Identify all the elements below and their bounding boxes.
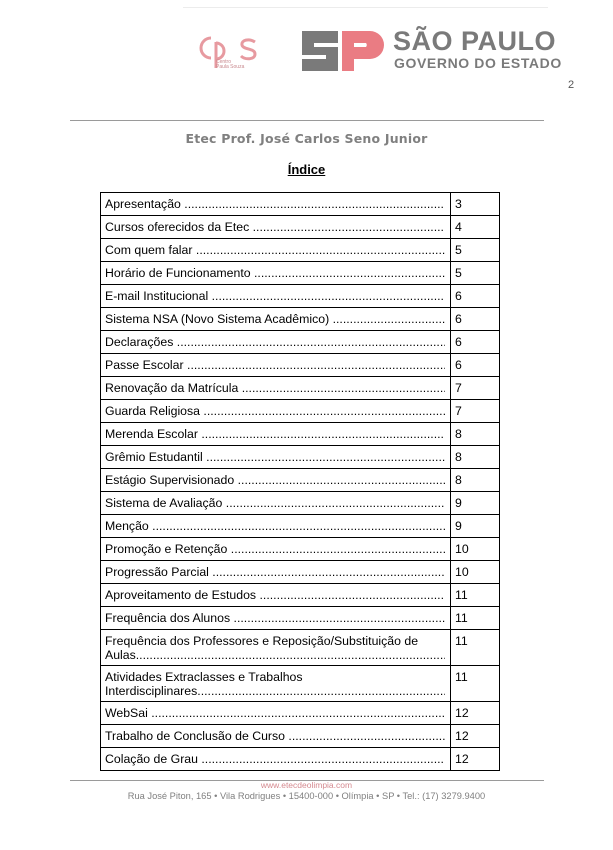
toc-row[interactable]: [101, 193, 500, 216]
toc-entry-label: Declarações .....: [105, 335, 445, 349]
toc-entry-cell: [101, 492, 451, 515]
toc-table: [100, 192, 500, 771]
toc-row[interactable]: [101, 216, 500, 239]
toc-entry-cell: [101, 702, 451, 725]
toc-entry-cell: [101, 262, 451, 285]
toc-row[interactable]: [101, 377, 500, 400]
footer-address: Rua José Piton, 165 • Vila Rodrigues • 15400-000 • Olímpia • SP • Tel.: (17) 3279.9400: [127, 791, 486, 801]
toc-page-number: 10: [451, 561, 500, 584]
sp-logo-line1: SÃO PAULO: [393, 26, 557, 56]
toc-row[interactable]: [101, 354, 500, 377]
toc-entry-cell: [101, 216, 451, 239]
toc-entry-label: Colação de Grau .....: [105, 752, 445, 766]
toc-entry-label: Renovação da Matrícula .....: [105, 381, 445, 395]
toc-row[interactable]: [101, 308, 500, 331]
toc-row[interactable]: [101, 561, 500, 584]
toc-row[interactable]: [101, 584, 500, 607]
toc-entry-cell: [101, 423, 451, 446]
toc-entry-cell: [101, 666, 451, 702]
sp-logo-text: [393, 27, 562, 71]
toc-entry-cell: [101, 377, 451, 400]
toc-entry-cell: [101, 748, 451, 771]
toc-page-number: 9: [451, 492, 500, 515]
toc-entry-label: Frequência dos Alunos .....: [105, 611, 445, 625]
toc-page-number: 3: [451, 193, 500, 216]
toc-body: [101, 193, 500, 771]
toc-row[interactable]: [101, 331, 500, 354]
cps-logo: [197, 30, 261, 74]
toc-entry-label-line2: Interdisciplinares .....: [105, 684, 445, 698]
toc-entry-cell: [101, 308, 451, 331]
toc-entry-label: Sistema de Avaliação .....: [105, 496, 445, 510]
toc-page-number: 8: [451, 446, 500, 469]
toc-entry-label: Estágio Supervisionado .....: [105, 473, 445, 487]
toc-entry-label: Menção .....: [105, 519, 445, 533]
toc-entry-label: E-mail Institucional .....: [105, 289, 445, 303]
sp-logo-line2: GOVERNO DO ESTADO: [394, 55, 562, 71]
toc-entry-cell: [101, 561, 451, 584]
toc-entry-cell: [101, 630, 451, 666]
toc-entry-cell: [101, 331, 451, 354]
toc-entry-label: Progressão Parcial .....: [105, 565, 445, 579]
toc-entry-cell: [101, 607, 451, 630]
page-number: 2: [568, 79, 575, 91]
toc-entry-label: Grêmio Estudantil .....: [105, 450, 445, 464]
toc-page-number: 6: [451, 308, 500, 331]
toc-row[interactable]: [101, 239, 500, 262]
toc-page-number: 11: [451, 584, 500, 607]
toc-page-number: 12: [451, 748, 500, 771]
toc-page-number: 6: [451, 285, 500, 308]
toc-entry-label: WebSai .....: [105, 706, 445, 720]
toc-entry-cell: [101, 354, 451, 377]
footer-url[interactable]: www.etecdeolimpia.com: [260, 780, 353, 790]
toc-row[interactable]: [101, 515, 500, 538]
toc-entry-cell: [101, 515, 451, 538]
toc-page-number: 6: [451, 354, 500, 377]
toc-entry-cell: [101, 725, 451, 748]
toc-page-number: 8: [451, 469, 500, 492]
toc-page-number: 5: [451, 239, 500, 262]
toc-entry-label: Aproveitamento de Estudos .....: [105, 588, 445, 602]
toc-entry-cell: [101, 538, 451, 561]
toc-row[interactable]: [101, 702, 500, 725]
header-rule: [70, 120, 544, 121]
toc-entry-label: Passe Escolar .....: [105, 358, 445, 372]
toc-row[interactable]: [101, 469, 500, 492]
toc-page-number: 11: [451, 630, 500, 666]
toc-entry-label: Frequência dos Professores e Reposição/Substituição de: [105, 634, 419, 648]
toc-row[interactable]: [101, 538, 500, 561]
toc-page-number: 8: [451, 423, 500, 446]
toc-entry-cell: [101, 239, 451, 262]
school-name: Etec Prof. José Carlos Seno Junior: [185, 131, 428, 146]
sp-logo-mark: [300, 29, 386, 73]
toc-row[interactable]: [101, 492, 500, 515]
toc-page-number: 11: [451, 666, 500, 702]
toc-row[interactable]: [101, 666, 500, 702]
toc-page-number: 11: [451, 607, 500, 630]
toc-entry-cell: [101, 193, 451, 216]
toc-row[interactable]: [101, 423, 500, 446]
toc-page-number: 12: [451, 725, 500, 748]
toc-page-number: 10: [451, 538, 500, 561]
toc-entry-label: Horário de Funcionamento .....: [105, 266, 445, 280]
toc-page-number: 6: [451, 331, 500, 354]
toc-entry-label: Trabalho de Conclusão de Curso .....: [105, 729, 445, 743]
toc-entry-cell: [101, 446, 451, 469]
toc-row[interactable]: [101, 630, 500, 666]
toc-row[interactable]: [101, 446, 500, 469]
index-title: Índice: [287, 162, 326, 177]
toc-page-number: 4: [451, 216, 500, 239]
toc-entry-cell: [101, 285, 451, 308]
toc-row[interactable]: [101, 748, 500, 771]
toc-entry-label: Apresentação .....: [105, 197, 445, 211]
top-faint-line: [183, 7, 548, 8]
toc-entry-label: Atividades Extraclasses e Trabalhos: [105, 670, 303, 684]
toc-entry-label: Com quem falar .....: [105, 243, 445, 257]
toc-page-number: 7: [451, 400, 500, 423]
toc-entry-cell: [101, 469, 451, 492]
toc-row[interactable]: [101, 400, 500, 423]
toc-page-number: 7: [451, 377, 500, 400]
cps-logo-subtext: Centro Paula Souza: [216, 59, 245, 70]
toc-entry-label: Merenda Escolar .....: [105, 427, 445, 441]
toc-entry-label: Cursos oferecidos da Etec .....: [105, 220, 445, 234]
toc-row[interactable]: [101, 262, 500, 285]
toc-page-number: 12: [451, 702, 500, 725]
toc-row[interactable]: [101, 285, 500, 308]
toc-entry-label: Sistema NSA (Novo Sistema Acadêmico) .....: [105, 312, 445, 326]
toc-row[interactable]: [101, 725, 500, 748]
toc-page-number: 5: [451, 262, 500, 285]
toc-entry-label: Promoção e Retenção .....: [105, 542, 445, 556]
toc-entry-cell: [101, 584, 451, 607]
toc-entry-label: Guarda Religiosa .....: [105, 404, 445, 418]
toc-entry-cell: [101, 400, 451, 423]
toc-page-number: 9: [451, 515, 500, 538]
toc-entry-label-line2: Aulas .....: [105, 648, 445, 662]
toc-row[interactable]: [101, 607, 500, 630]
